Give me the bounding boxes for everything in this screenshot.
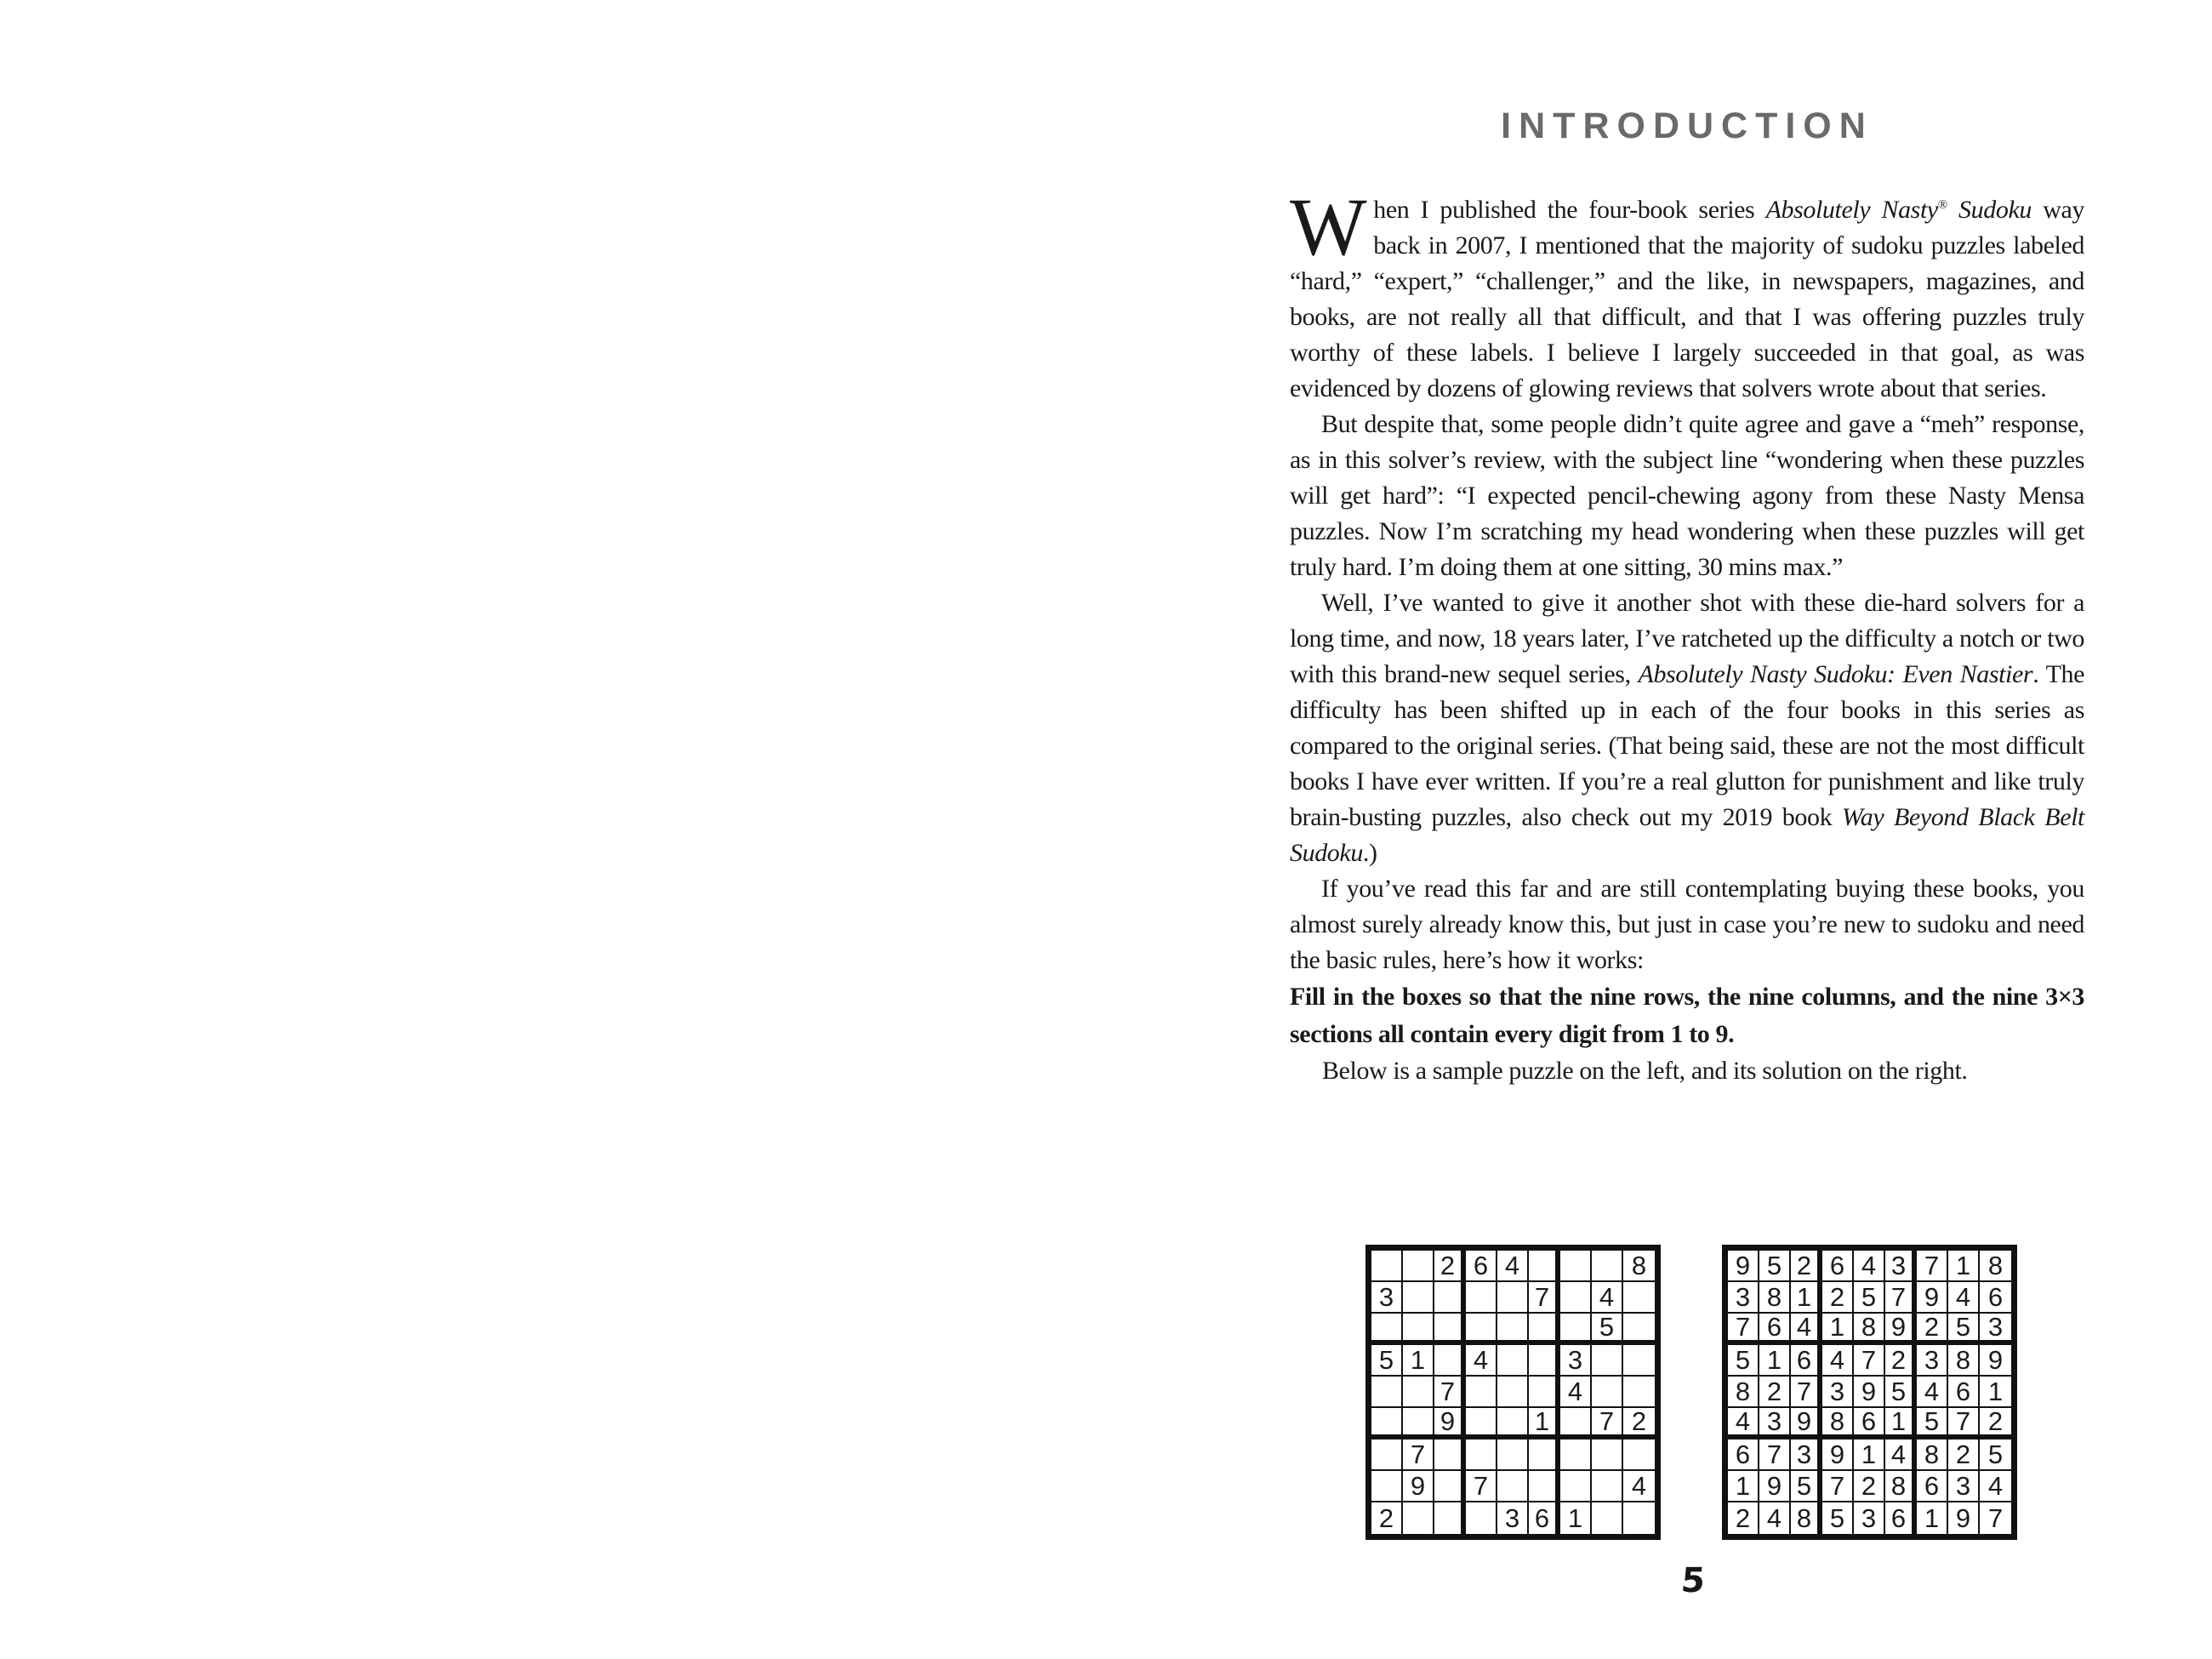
sudoku-cell: 7 <box>1434 1377 1466 1408</box>
p1-text-3: way back in 2007, I mentioned that the majority of sudoku puzzles labeled “hard,” “expert,” “challenger,” and the like, in newspapers, magazines, and books, are not really all that difficult, and that I was offering puzzles truly worthy of these labels. I believe I largely succeeded in that goal, as was evidenced by dozens of glowing reviews that solvers wrote about that series. <box>1290 196 2084 402</box>
sudoku-cell: 1 <box>1854 1440 1885 1471</box>
sudoku-cell <box>1371 1314 1403 1345</box>
sudoku-cell: 7 <box>1987 1502 2004 1533</box>
sudoku-cell: 3 <box>1560 1345 1592 1377</box>
sudoku-cell: 4 <box>1885 1440 1917 1471</box>
sudoku-cell <box>1434 1314 1466 1345</box>
sudoku-cell <box>1497 1471 1529 1502</box>
sudoku-cell: 7 <box>1917 1251 1948 1282</box>
sudoku-cell <box>1623 1282 1655 1314</box>
sudoku-cell: 7 <box>1466 1471 1497 1502</box>
sudoku-cell: 3 <box>1948 1471 1980 1502</box>
sudoku-cell <box>1623 1440 1655 1471</box>
sudoku-cell <box>1497 1282 1529 1314</box>
registered-mark: ® <box>1937 198 1947 212</box>
sudoku-cell <box>1466 1314 1497 1345</box>
sudoku-cell: 6 <box>1885 1502 1917 1534</box>
sudoku-cell <box>1403 1502 1434 1534</box>
sudoku-cell: 8 <box>1791 1502 1822 1534</box>
sudoku-cell: 3 <box>1822 1377 1854 1408</box>
sudoku-cell: 7 <box>1822 1471 1854 1502</box>
sudoku-cell <box>1371 1251 1403 1282</box>
sudoku-cell: 1 <box>1728 1471 1759 1502</box>
sudoku-cell: 1 <box>1403 1345 1434 1377</box>
sudoku-cell: 5 <box>1728 1345 1759 1377</box>
sudoku-cell: 6 <box>1948 1377 1980 1408</box>
sudoku-cell: 5 <box>1885 1377 1917 1408</box>
sudoku-cell: 4 <box>1623 1471 1655 1502</box>
sudoku-cell: 7 <box>1403 1440 1434 1471</box>
sudoku-cell: 4 <box>1980 1471 2011 1502</box>
sudoku-cell <box>1529 1440 1560 1471</box>
sudoku-cell <box>1371 1471 1403 1502</box>
sudoku-cell <box>1560 1440 1592 1471</box>
sudoku-cell: 1 <box>1560 1502 1592 1534</box>
sudoku-cell <box>1434 1282 1466 1314</box>
sudoku-cell: 8 <box>1980 1251 2011 1282</box>
sudoku-cell: 9 <box>1854 1377 1885 1408</box>
sudoku-cell <box>1497 1408 1529 1440</box>
sudoku-cell <box>1497 1440 1529 1471</box>
sudoku-cell: 4 <box>1917 1377 1948 1408</box>
sudoku-cell: 5 <box>1592 1314 1623 1345</box>
solution-grid <box>1722 1245 2017 1540</box>
sudoku-cell <box>1403 1251 1434 1282</box>
sudoku-cell: 2 <box>1980 1408 2011 1440</box>
p1-text-2 <box>1947 196 1958 224</box>
sudoku-cell: 1 <box>1822 1314 1854 1345</box>
intro-paragraph-3 <box>1290 585 2084 871</box>
dropcap: W <box>1290 181 1367 272</box>
sudoku-cell: 6 <box>1822 1251 1854 1282</box>
sudoku-cell <box>1466 1282 1497 1314</box>
sudoku-cell <box>1434 1502 1466 1534</box>
sample-puzzle-grid <box>1365 1245 1661 1540</box>
intro-paragraph-1 <box>1290 181 2084 407</box>
sudoku-cell: 7 <box>1885 1282 1917 1314</box>
sudoku-cell: 6 <box>1854 1408 1885 1440</box>
sudoku-cell: 6 <box>1529 1502 1560 1534</box>
sudoku-cell <box>1592 1440 1623 1471</box>
sudoku-cell: 3 <box>1497 1502 1529 1534</box>
sudoku-cell <box>1560 1282 1592 1314</box>
sudoku-cell <box>1497 1377 1529 1408</box>
sudoku-cell: 7 <box>1854 1345 1885 1377</box>
sudoku-cell: 4 <box>1759 1502 1791 1534</box>
sudoku-cell: 1 <box>1948 1251 1980 1282</box>
sudoku-cell <box>1497 1345 1529 1377</box>
sudoku-cell: 4 <box>1466 1345 1497 1377</box>
sudoku-cell: 1 <box>1791 1282 1822 1314</box>
sudoku-cell <box>1592 1377 1623 1408</box>
sudoku-cell <box>1403 1314 1434 1345</box>
sudoku-cell: 8 <box>1854 1314 1885 1345</box>
sudoku-cell: 2 <box>1728 1502 1759 1534</box>
sudoku-cell: 7 <box>1728 1314 1759 1345</box>
sudoku-cell: 8 <box>1885 1471 1917 1502</box>
sudoku-cell: 6 <box>1980 1282 2011 1314</box>
sudoku-cell: 2 <box>1822 1282 1854 1314</box>
sudoku-cell: 4 <box>1560 1377 1592 1408</box>
sudoku-cell: 4 <box>1822 1345 1854 1377</box>
sudoku-cell <box>1434 1440 1466 1471</box>
sudoku-cell: 1 <box>1885 1408 1917 1440</box>
sudoku-cell: 3 <box>1371 1282 1403 1314</box>
sudoku-cell: 3 <box>1980 1314 2011 1345</box>
p3-text-2: . The difficulty has been shifted up in each of the four books in this series as compared to the original series. (That being said, these are not the most difficult books I have ever written. If you’re a real glutton for punishment and like truly brain-busting puzzles, also check out my 2019 book <box>1290 660 2085 831</box>
sudoku-cell <box>1371 1377 1403 1408</box>
sudoku-cell: 7 <box>1791 1377 1822 1408</box>
sudoku-cell <box>1592 1345 1623 1377</box>
sudoku-cell: 3 <box>1854 1502 1885 1534</box>
sudoku-cell: 1 <box>1529 1408 1560 1440</box>
sudoku-cell: 4 <box>1497 1251 1529 1282</box>
sudoku-cell <box>1529 1314 1560 1345</box>
sudoku-cell <box>1623 1502 1655 1534</box>
sudoku-cell: 5 <box>1822 1502 1854 1534</box>
sudoku-cell: 9 <box>1403 1471 1434 1502</box>
sudoku-cell: 2 <box>1759 1377 1791 1408</box>
sudoku-cell: 6 <box>1791 1345 1822 1377</box>
sequel-title-italic: Absolutely Nasty Sudoku: Even Nastier <box>1638 660 2033 688</box>
sudoku-cell: 2 <box>1434 1251 1466 1282</box>
sudoku-cell: 8 <box>1623 1251 1655 1282</box>
sudoku-cell: 2 <box>1854 1471 1885 1502</box>
body-text <box>1290 181 2085 1089</box>
sudoku-cell: 5 <box>1948 1314 1980 1345</box>
sudoku-cell: 2 <box>1917 1314 1948 1345</box>
sudoku-cell <box>1529 1251 1560 1282</box>
sudoku-cell <box>1623 1377 1655 1408</box>
sudoku-cell: 4 <box>1791 1314 1822 1345</box>
sudoku-cell: 6 <box>1759 1314 1791 1345</box>
sudoku-cell <box>1529 1471 1560 1502</box>
sudoku-cell: 9 <box>1885 1314 1917 1345</box>
intro-paragraph-2: But despite that, some people didn’t quite agree and gave a “meh” response, as in this solver’s review, with the subject line “wondering when these puzzles will get hard”: “I expected pencil-chewing agony from these Nasty Mensa puzzles. Now I’m scratching my head wondering when these puzzles will get truly hard. I’m doing them at one sitting, 30 mins max.” <box>1290 410 2084 581</box>
p3-text-1: Well, I’ve wanted to give it another shot with these die-hard solvers for a long time, and now, 18 years later, I’ve ratcheted up the difficulty a notch or two with this brand-new sequel series, <box>1290 589 2084 688</box>
sudoku-cell: 9 <box>1434 1408 1466 1440</box>
sudoku-cell: 8 <box>1948 1345 1980 1377</box>
sudoku-cell <box>1560 1314 1592 1345</box>
sudoku-cell: 8 <box>1822 1408 1854 1440</box>
page-number: 5 <box>1679 1561 1707 1600</box>
intro-heading: INTRODUCTION <box>1501 105 1873 146</box>
sudoku-cell: 9 <box>1791 1408 1822 1440</box>
intro-paragraph-4: If you’ve read this far and are still contemplating buying these books, you almost surely already know this, but just in case you’re new to sudoku and need the basic rules, here’s how it works: <box>1290 875 2084 974</box>
sudoku-cell <box>1560 1251 1592 1282</box>
sudoku-cell: 9 <box>1728 1251 1759 1282</box>
sudoku-cell <box>1592 1251 1623 1282</box>
sudoku-cell <box>1623 1345 1655 1377</box>
sudoku-cell <box>1371 1440 1403 1471</box>
sudoku-cell <box>1466 1502 1497 1534</box>
book-title-italic: Way Beyond Black Belt Sudoku <box>1290 803 2084 867</box>
sudoku-cell: 7 <box>1529 1282 1560 1314</box>
p1-text-1: hen I published the four-book series <box>1373 196 1766 224</box>
sudoku-cell: 5 <box>1980 1440 2011 1471</box>
sudoku-cell: 8 <box>1917 1440 1948 1471</box>
sudoku-cell: 8 <box>1759 1282 1791 1314</box>
sudoku-cell: 1 <box>1980 1377 2011 1408</box>
sudoku-cell: 1 <box>1759 1345 1791 1377</box>
sudoku-cell: 5 <box>1371 1345 1403 1377</box>
sudoku-cell <box>1466 1440 1497 1471</box>
series-title-italic-2: Sudoku <box>1958 196 2032 224</box>
sudoku-cell: 9 <box>1980 1345 2011 1377</box>
sudoku-cell <box>1560 1408 1592 1440</box>
sudoku-cell: 9 <box>1822 1440 1854 1471</box>
sudoku-cell <box>1497 1314 1529 1345</box>
sudoku-cell <box>1403 1408 1434 1440</box>
sudoku-cell: 2 <box>1623 1408 1655 1440</box>
sudoku-cell: 8 <box>1728 1377 1759 1408</box>
sudoku-cell <box>1529 1345 1560 1377</box>
sudoku-cell: 1 <box>1917 1502 1948 1534</box>
sudoku-cell: 7 <box>1592 1408 1623 1440</box>
sudoku-cell: 9 <box>1759 1471 1791 1502</box>
sudoku-cell <box>1560 1471 1592 1502</box>
sudoku-cell: 9 <box>1917 1282 1948 1314</box>
sudoku-cell: 2 <box>1948 1440 1980 1471</box>
sudoku-cell: 7 <box>1759 1440 1791 1471</box>
sudoku-cell <box>1592 1471 1623 1502</box>
sudoku-cell: 6 <box>1728 1440 1759 1471</box>
series-title-italic: Absolutely Nasty <box>1765 196 1938 224</box>
sudoku-cell <box>1623 1314 1655 1345</box>
grids-caption: Below is a sample puzzle on the left, and its solution on the right. <box>1322 1057 1968 1085</box>
sudoku-cell: 4 <box>1592 1282 1623 1314</box>
sudoku-cell: 5 <box>1917 1408 1948 1440</box>
sudoku-cell: 3 <box>1791 1440 1822 1471</box>
sudoku-cell <box>1592 1502 1623 1534</box>
sudoku-cell <box>1403 1377 1434 1408</box>
sudoku-cell: 9 <box>1948 1502 1980 1534</box>
sudoku-cell <box>1434 1345 1466 1377</box>
p3-text-3: .) <box>1362 839 1377 867</box>
sudoku-cell <box>1371 1408 1403 1440</box>
sudoku-cell <box>1529 1377 1560 1408</box>
sudoku-cell <box>1403 1282 1434 1314</box>
sudoku-cell: 3 <box>1917 1345 1948 1377</box>
sudoku-cell: 2 <box>1885 1345 1917 1377</box>
sudoku-cell <box>1466 1408 1497 1440</box>
sudoku-cell: 4 <box>1948 1282 1980 1314</box>
sudoku-cell: 3 <box>1885 1251 1917 1282</box>
rules-callout: Fill in the boxes so that the nine rows, the nine columns, and the nine 3×3 sections all contain every digit from 1 to 9. <box>1290 983 2084 1048</box>
sudoku-cell: 2 <box>1371 1502 1403 1534</box>
sudoku-cell: 2 <box>1791 1251 1822 1282</box>
sudoku-cell: 4 <box>1728 1408 1759 1440</box>
sudoku-cell <box>1434 1471 1466 1502</box>
sudoku-cell: 5 <box>1791 1471 1822 1502</box>
sudoku-cell: 5 <box>1759 1251 1791 1282</box>
sudoku-cell: 4 <box>1854 1251 1885 1282</box>
sudoku-cell: 3 <box>1728 1282 1759 1314</box>
sudoku-cell: 3 <box>1759 1408 1791 1440</box>
sudoku-cell: 6 <box>1917 1471 1948 1502</box>
sudoku-cell: 6 <box>1466 1251 1497 1282</box>
sudoku-cell: 5 <box>1854 1282 1885 1314</box>
sudoku-cell <box>1466 1377 1497 1408</box>
sudoku-cell: 7 <box>1948 1408 1980 1440</box>
